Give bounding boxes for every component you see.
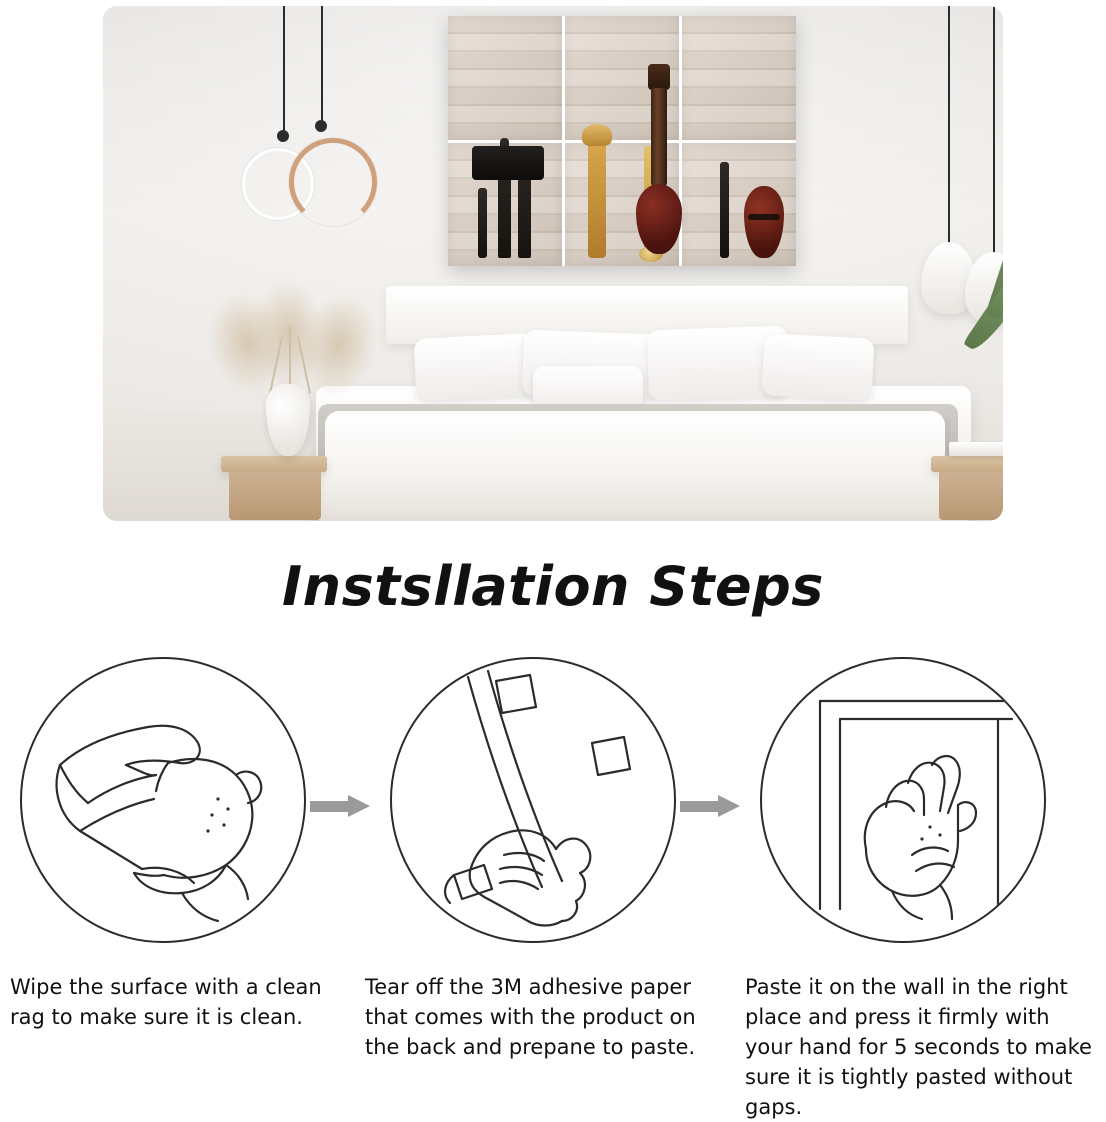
arrow-head: [348, 795, 370, 817]
step-1-caption: Wipe the surface with a clean rag to make sure it is clean.: [10, 975, 322, 1029]
step-2: [390, 657, 676, 943]
page-title: Instsllation Steps: [282, 555, 824, 618]
musical-instruments-wall-art: [448, 16, 796, 266]
lamp-cord-right-1: [948, 6, 950, 244]
duvet: [325, 411, 945, 511]
art-tile: [682, 16, 796, 140]
arrow-shaft: [680, 801, 720, 812]
step-3-caption: Paste it on the wall in the right place and press it firmly with your hand for 5 seconds to make sure it is tightly pasted without gaps.: [745, 975, 1092, 1119]
arrow-shaft: [310, 801, 350, 812]
step-3: [760, 657, 1046, 943]
nightstand-right-body: [939, 472, 1003, 520]
lamp-cord-left-1: [283, 6, 285, 134]
lamp-cord-right-2: [993, 6, 995, 254]
lamp-ball-left-2: [315, 120, 327, 132]
hand-peeling-adhesive-backing-paper-icon: [390, 657, 676, 943]
pampas-stem: [289, 326, 291, 392]
art-tile: [682, 143, 796, 267]
arrow-head: [718, 795, 740, 817]
pillow: [413, 333, 536, 401]
art-tile: [565, 16, 679, 140]
hero-room-image: [103, 6, 1003, 521]
nightstand-left-body: [229, 472, 321, 520]
arrow-step-2-to-3: [680, 795, 742, 817]
art-tile: [448, 16, 562, 140]
art-tile: [448, 143, 562, 267]
arrow-step-1-to-2: [310, 795, 372, 817]
nightstand-left: [221, 456, 327, 472]
installation-steps: [0, 655, 1106, 955]
pillow: [761, 333, 874, 401]
art-tile: [565, 143, 679, 267]
lamp-ball-left-1: [277, 130, 289, 142]
lamp-cord-left-2: [321, 6, 323, 124]
two-hands-pressing-panel-on-wall-icon: [760, 657, 1046, 943]
step-1: [20, 657, 306, 943]
step-2-caption: Tear off the 3M adhesive paper that comes with the product on the back and prepane to paste.: [365, 975, 696, 1059]
hand-wiping-surface-with-cloth-icon: [20, 657, 306, 943]
ring-lamp-copper: [289, 138, 377, 226]
nightstand-right: [931, 456, 1003, 472]
book: [949, 442, 1003, 456]
